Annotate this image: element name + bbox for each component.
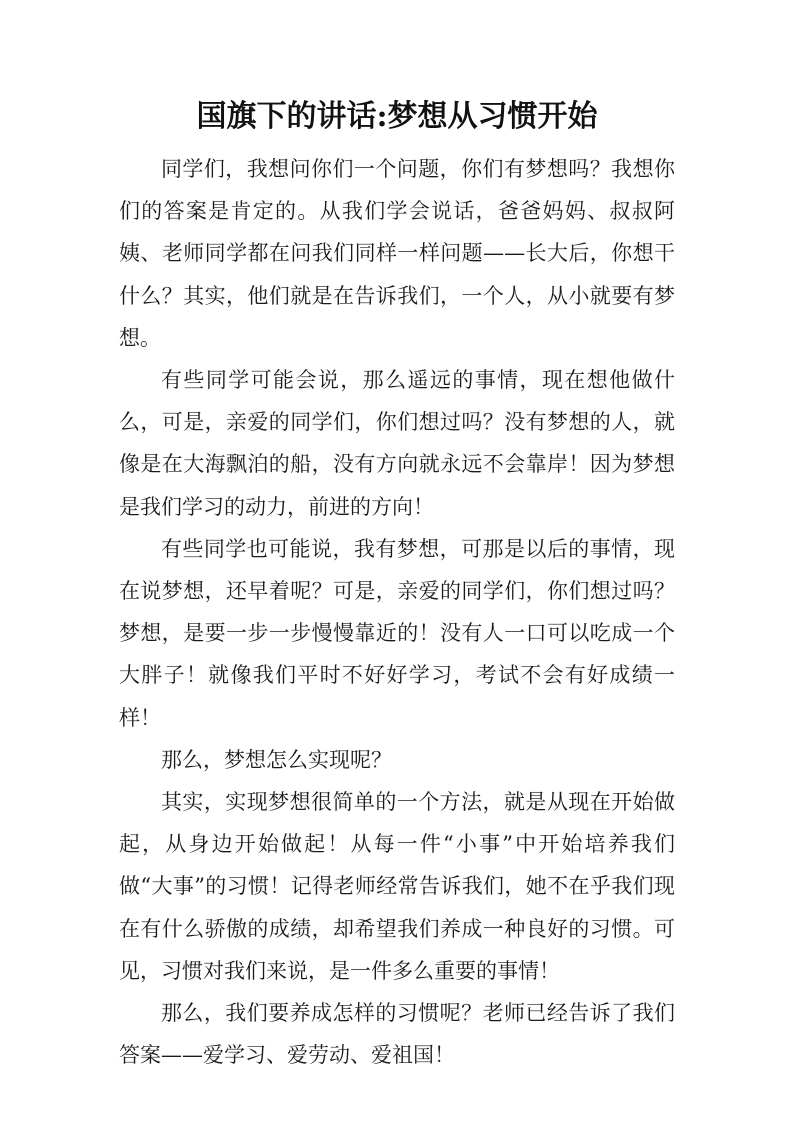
speech-body [119,148,675,1076]
paragraph-3: 有些同学也可能说，我有梦想，可那是以后的事情，现在说梦想，还早着呢？可是，亲爱的同学们，你们想过吗？梦想，是要一步一步慢慢靠近的！没有人一口可以吃成一个大胖子！就像我们平时不好好学习，考试不会有好成绩一样！ [119,536,675,730]
paragraph-6: 那么，我们要养成怎样的习惯呢？老师已经告诉了我们答案——爱学习、爱劳动、爱祖国！ [119,1001,675,1068]
paragraph-2: 有些同学可能会说，那么遥远的事情，现在想他做什么，可是，亲爱的同学们，你们想过吗？没有梦想的人，就像是在大海飘泊的船，没有方向就永远不会靠岸！因为梦想是我们学习的动力，前进的方向！ [119,368,675,519]
page-title: 国旗下的讲话:梦想从习惯开始 [196,99,598,134]
paragraph-4: 那么，梦想怎么实现呢？ [161,747,392,772]
paragraph-5: 其实，实现梦想很简单的一个方法，就是从现在开始做起，从身边开始做起！从每一件“小事”中开始培养我们做“大事”的习惯！记得老师经常告诉我们，她不在乎我们现在有什么骄傲的成绩，却希望我们养成一种良好的习惯。可见，习惯对我们来说，是一件多么重要的事情！ [119,790,675,983]
paragraph-1: 同学们，我想问你们一个问题，你们有梦想吗？我想你们的答案是肯定的。从我们学会说话，爸爸妈妈、叔叔阿姨、老师同学都在问我们同样一样问题——长大后，你想干什么？其实，他们就是在告诉我们，一个人，从小就要有梦想。 [119,157,675,350]
